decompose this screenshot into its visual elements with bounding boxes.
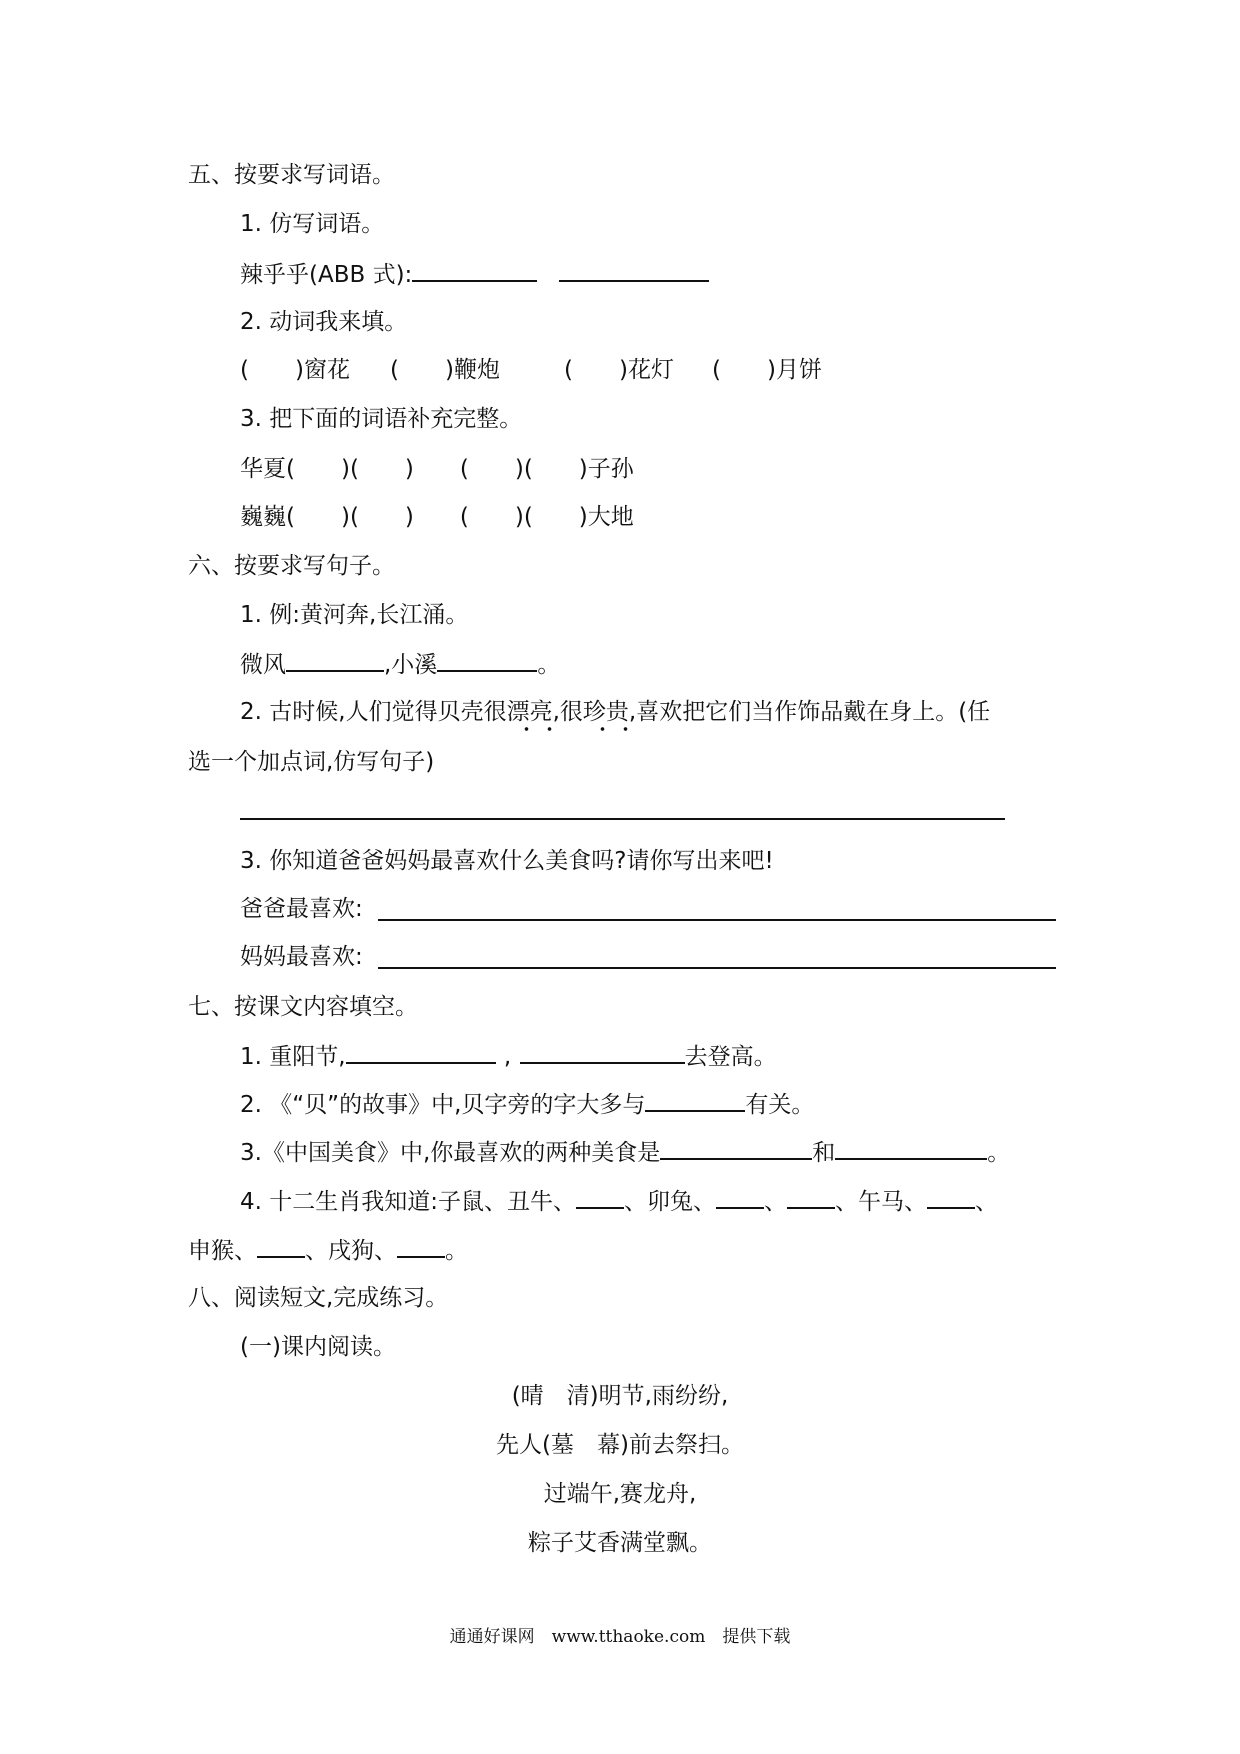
s5-q3: 3. 把下面的词语补充完整。 [240, 406, 523, 432]
s7-q3-c: 。 [987, 1140, 1011, 1166]
poem-line: 先人(墓 幕)前去祭扫。 [496, 1432, 744, 1458]
section-8-heading: 八、阅读短文,完成练习。 [188, 1285, 449, 1311]
s7-q4-d: 、午马、 [835, 1189, 928, 1215]
s5-q2-item: ( )鞭炮 [390, 357, 500, 383]
s7-q3-a: 3.《中国美食》中,你最喜欢的两种美食是 [240, 1140, 661, 1166]
s6-q2-a: 2. 古时候,人们觉得贝壳很 [240, 699, 507, 725]
s7-q3-b: 和 [812, 1140, 836, 1166]
s5-q2-item: ( )月饼 [712, 357, 822, 383]
answer-line[interactable] [378, 919, 1056, 921]
s7-q4-c: 、 [764, 1189, 788, 1215]
answer-blank[interactable] [835, 1136, 987, 1160]
answer-blank[interactable] [346, 1040, 496, 1064]
s7-q4-b: 、卯兔、 [624, 1189, 717, 1215]
s7-q4-cont [188, 1234, 468, 1266]
s5-q1-line [240, 258, 709, 290]
s6-q1-line [240, 648, 560, 680]
footer: 通通好课网 www.tthaoke.com 提供下载 [449, 1627, 791, 1647]
answer-blank[interactable] [257, 1234, 305, 1258]
s7-q1-c: 去登高。 [684, 1044, 777, 1070]
answer-blank[interactable] [576, 1185, 624, 1209]
answer-line[interactable] [378, 967, 1056, 969]
poem-line: 过端午,赛龙舟, [543, 1481, 697, 1507]
answer-blank[interactable] [927, 1185, 975, 1209]
s6-q3-mom: 妈妈最喜欢: [240, 944, 363, 970]
s7-q4-g: 、戌狗、 [305, 1238, 397, 1264]
s5-q1-label: 辣乎乎(ABB 式): [240, 262, 413, 288]
s7-q4-e: 、 [975, 1189, 999, 1215]
s6-q2 [240, 697, 990, 727]
s6-q2-c: ,喜欢把它们当作饰品戴在身上。(任 [628, 699, 991, 725]
s6-q1-c: 。 [537, 652, 561, 678]
s6-q1-a: 微风 [240, 652, 286, 678]
s7-q3 [240, 1136, 1010, 1168]
s6-q1: 1. 例:黄河奔,长江涌。 [240, 602, 469, 628]
s8-sub: (一)课内阅读。 [240, 1334, 396, 1360]
s7-q1-a: 1. 重阳节, [240, 1044, 346, 1070]
poem-line: (晴 清)明节,雨纷纷, [511, 1383, 729, 1409]
section-5-heading: 五、按要求写词语。 [188, 162, 395, 188]
s7-q2 [240, 1088, 814, 1120]
answer-blank[interactable] [286, 648, 384, 672]
s7-q1 [240, 1040, 777, 1072]
answer-blank[interactable] [645, 1088, 745, 1112]
s7-q2-b: 有关。 [745, 1092, 815, 1118]
poem-line: 粽子艾香满堂飘。 [528, 1530, 712, 1556]
answer-blank[interactable] [660, 1136, 812, 1160]
s7-q4-h: 。 [445, 1238, 468, 1264]
dotted-word: 珍贵 [583, 699, 629, 733]
s5-q3-line2: 巍巍( )( ) ( )( )大地 [240, 504, 634, 530]
section-7-heading: 七、按课文内容填空。 [188, 994, 418, 1020]
s5-q2-item: ( )窗花 [240, 357, 350, 383]
s7-q1-b: , [503, 1044, 512, 1070]
answer-blank[interactable] [437, 648, 537, 672]
answer-blank[interactable] [412, 258, 537, 282]
s5-q3-line1: 华夏( )( ) ( )( )子孙 [240, 456, 634, 482]
answer-blank[interactable] [397, 1234, 445, 1258]
s6-q3: 3. 你知道爸爸妈妈最喜欢什么美食吗?请你写出来吧! [240, 848, 774, 874]
s5-q1: 1. 仿写词语。 [240, 211, 385, 237]
answer-blank[interactable] [559, 258, 709, 282]
s5-q2: 2. 动词我来填。 [240, 309, 408, 335]
s7-q4-a: 4. 十二生肖我知道:子鼠、丑牛、 [240, 1189, 577, 1215]
s7-q4 [240, 1185, 998, 1217]
s5-q2-item: ( )花灯 [564, 357, 674, 383]
answer-blank[interactable] [787, 1185, 835, 1209]
answer-line[interactable] [240, 818, 1005, 820]
s6-q1-b: ,小溪 [384, 652, 438, 678]
answer-blank[interactable] [520, 1040, 685, 1064]
answer-blank[interactable] [716, 1185, 764, 1209]
s6-q2-cont: 选一个加点词,仿写句子) [188, 749, 435, 775]
s7-q4-f: 申猴、 [188, 1238, 257, 1264]
s7-q2-a: 2. 《“贝”的故事》中,贝字旁的字大多与 [240, 1092, 646, 1118]
s6-q3-dad: 爸爸最喜欢: [240, 896, 363, 922]
section-6-heading: 六、按要求写句子。 [188, 553, 395, 579]
dotted-word: 漂亮 [507, 699, 553, 733]
s6-q2-b: ,很 [552, 699, 583, 725]
